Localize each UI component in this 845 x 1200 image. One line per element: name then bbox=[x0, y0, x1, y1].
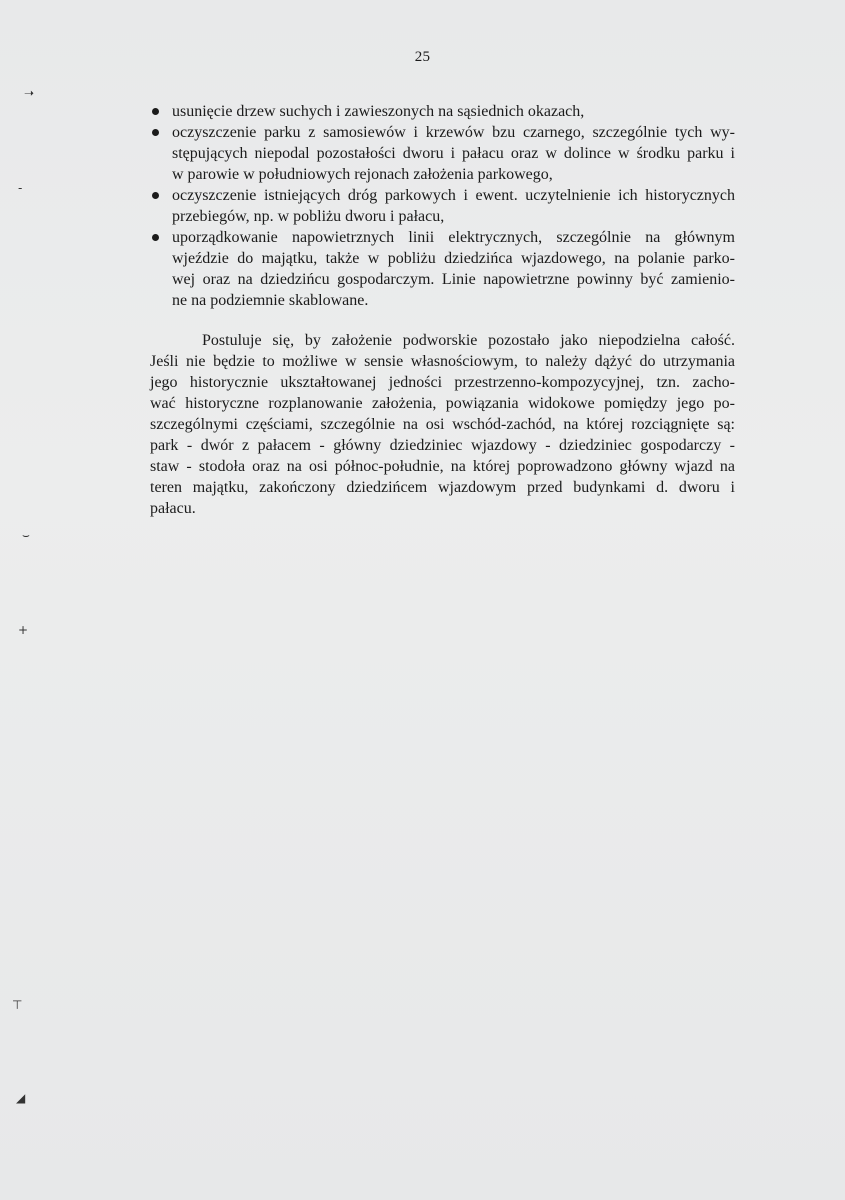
bullet-list bbox=[150, 101, 735, 311]
paragraph-line: teren majątku, zakończony dziedzińcem wjazdowym przed budynkami d. dworu i bbox=[150, 479, 735, 496]
bullet-icon bbox=[152, 192, 159, 199]
paragraph-line: wać historyczne rozplanowanie założenia, powiązania widokowe pomiędzy jego po- bbox=[150, 395, 735, 412]
body-paragraph bbox=[150, 330, 735, 519]
paragraph-line: Jeśli nie będzie to możliwe w sensie własnościowym, to należy dążyć do utrzymania bbox=[150, 353, 735, 370]
page-number: 25 bbox=[414, 49, 431, 65]
list-item-line: wej oraz na dziedzińcu gospodarczym. Linie napowietrzne powinny być zamienio- bbox=[172, 271, 735, 288]
scan-mark-icon: + bbox=[18, 623, 29, 637]
bullet-icon bbox=[152, 234, 159, 241]
list-item-line: wjeździe do majątku, także w pobliżu dziedzińca wjazdowego, na polanie parko- bbox=[172, 250, 735, 267]
paragraph-line: jego historycznie ukształtowanej jedności przestrzenno-kompozycyjnej, tzn. zacho- bbox=[150, 374, 735, 391]
list-item bbox=[150, 227, 735, 311]
paragraph-line: staw - stodoła oraz na osi północ-południe, na której poprowadzono główny wjazd na bbox=[150, 458, 735, 475]
list-item bbox=[150, 101, 735, 122]
list-item-line: ne na podziemnie skablowane. bbox=[172, 292, 369, 309]
paragraph-line: park - dwór z pałacem - główny dziedziniec wjazdowy - dziedziniec gospodarczy - bbox=[150, 437, 735, 454]
list-item-line: usunięcie drzew suchych i zawieszonych na sąsiednich okazach, bbox=[172, 103, 585, 120]
scan-mark-icon: ⊤ bbox=[12, 998, 23, 1012]
scan-mark-icon: - bbox=[18, 181, 23, 195]
list-item bbox=[150, 185, 735, 227]
list-item bbox=[150, 122, 735, 185]
paragraph-line: Postuluje się, by założenie podworskie pozostało jako niepodzielna całość. bbox=[202, 332, 735, 349]
list-item-line: stępujących niepodal pozostałości dworu i pałacu oraz w dolince w środku parku i bbox=[172, 145, 735, 162]
list-item-line: oczyszczenie istniejących dróg parkowych i ewent. uczytelnienie ich historycznych bbox=[172, 187, 735, 204]
paragraph-line: szczególnymi częściami, szczególnie na osi wschód-zachód, na której rozciągnięte są: bbox=[150, 416, 735, 433]
scan-mark-icon: ◢ bbox=[16, 1091, 26, 1105]
list-item-line: przebiegów, np. w pobliżu dworu i pałacu, bbox=[172, 208, 445, 225]
bullet-icon bbox=[152, 108, 159, 115]
paragraph-line: pałacu. bbox=[150, 500, 196, 517]
list-item-line: uporządkowanie napowietrznych linii elektrycznych, szczególnie na głównym bbox=[172, 229, 735, 246]
list-item-line: w parowie w południowych rejonach założenia parkowego, bbox=[172, 166, 553, 183]
scan-mark-icon: ➝ bbox=[24, 86, 35, 100]
scan-mark-icon: ⌣ bbox=[22, 528, 30, 542]
bullet-icon bbox=[152, 129, 159, 136]
list-item-line: oczyszczenie parku z samosiewów i krzewów bzu czarnego, szczególnie tych wy- bbox=[172, 124, 735, 141]
